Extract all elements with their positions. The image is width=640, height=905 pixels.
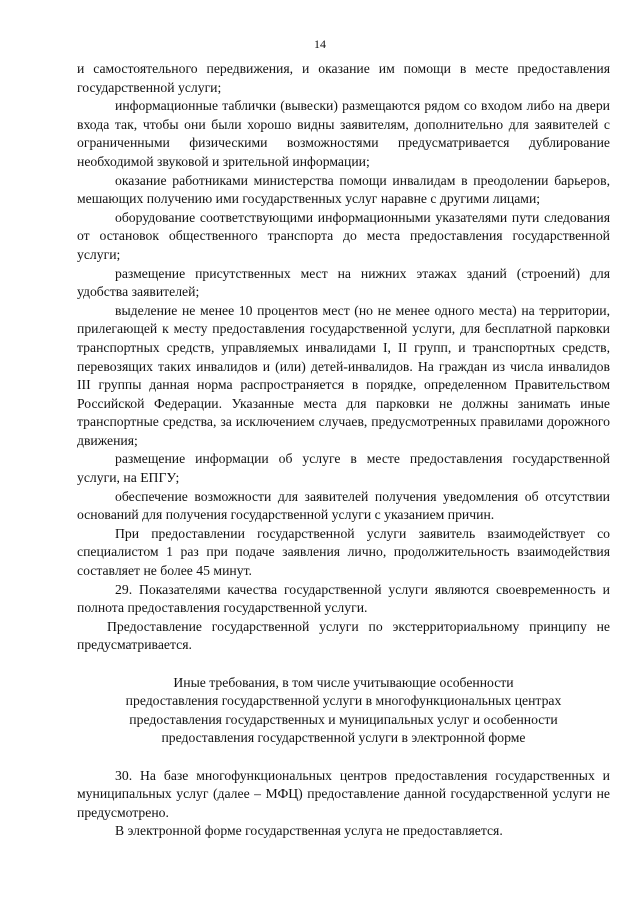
paragraph: оказание работниками министерства помощи инвалидам в преодолении барьеров, мешающих получению ими государственных услуг наравне с другими лицами; — [77, 172, 610, 207]
page-number: 14 — [314, 37, 326, 51]
section-heading — [77, 674, 610, 748]
paragraph: оборудование соответствующими информационными указателями пути следования от остановок общественного транспорта до места предоставления государственной услуги; — [77, 209, 610, 262]
paragraph: обеспечение возможности для заявителей получения уведомления об отсутствии оснований для получения государственной услуги с указанием причин. — [77, 488, 610, 523]
paragraph: и самостоятельного передвижения, и оказание им помощи в месте предоставления государственной услуги; — [77, 61, 610, 95]
paragraph: выделение не менее 10 процентов мест (но не менее одного места) на территории, прилегающей к месту предоставления государственной услуги, для бесплатной парковки транспортных средств, управляемых инвалидами I, II групп, и транспортных средств, перевозящих таких инвалидов и (или) детей-инвалидов. На граждан из числа инвалидов III группы данная норма распространяется в порядке, определенном Правительством Российской Федерации. Указанные места для парковки не должны занимать иные транспортные средства, за исключением случаев, предусмотренных правилами дорожного движения; — [77, 302, 610, 448]
heading-line: предоставления государственной услуги в многофункциональных центрах — [125, 693, 562, 709]
document-body — [77, 60, 610, 841]
paragraph: Предоставление государственной услуги по экстерриториальному принципу не предусматривается. — [77, 618, 610, 653]
paragraph: При предоставлении государственной услуги заявитель взаимодействует со специалистом 1 раз при подаче заявления лично, продолжительность взаимодействия составляет не более 45 минут. — [77, 525, 610, 579]
paragraph: В электронной форме государственная услуга не предоставляется. — [115, 823, 503, 839]
heading-line: Иные требования, в том числе учитывающие особенности — [173, 674, 514, 690]
paragraph-item-29: 29. Показателями качества государственной услуги являются своевременность и полнота предоставления государственной услуги. — [77, 581, 610, 616]
paragraph: информационные таблички (вывески) размещаются рядом со входом либо на двери входа так, чтобы они были хорошо видны заявителям, дополнительно для заявителей с ограниченными физическими возможностями предусматривается дублирование необходимой звуковой и зрительной информации; — [77, 98, 610, 169]
paragraph: размещение информации об услуге в месте предоставления государственной услуги, на ЕПГУ; — [77, 451, 610, 486]
paragraph: размещение присутственных мест на нижних этажах зданий (строений) для удобства заявителей; — [77, 265, 610, 300]
heading-line: предоставления государственных и муниципальных услуг и особенности — [129, 711, 558, 727]
heading-line: предоставления государственной услуги в электронной форме — [161, 730, 526, 746]
paragraph-item-30: 30. На базе многофункциональных центров предоставления государственных и муниципальных услуг (далее – МФЦ) предоставление данной государственной услуги не предусмотрено. — [77, 767, 610, 820]
